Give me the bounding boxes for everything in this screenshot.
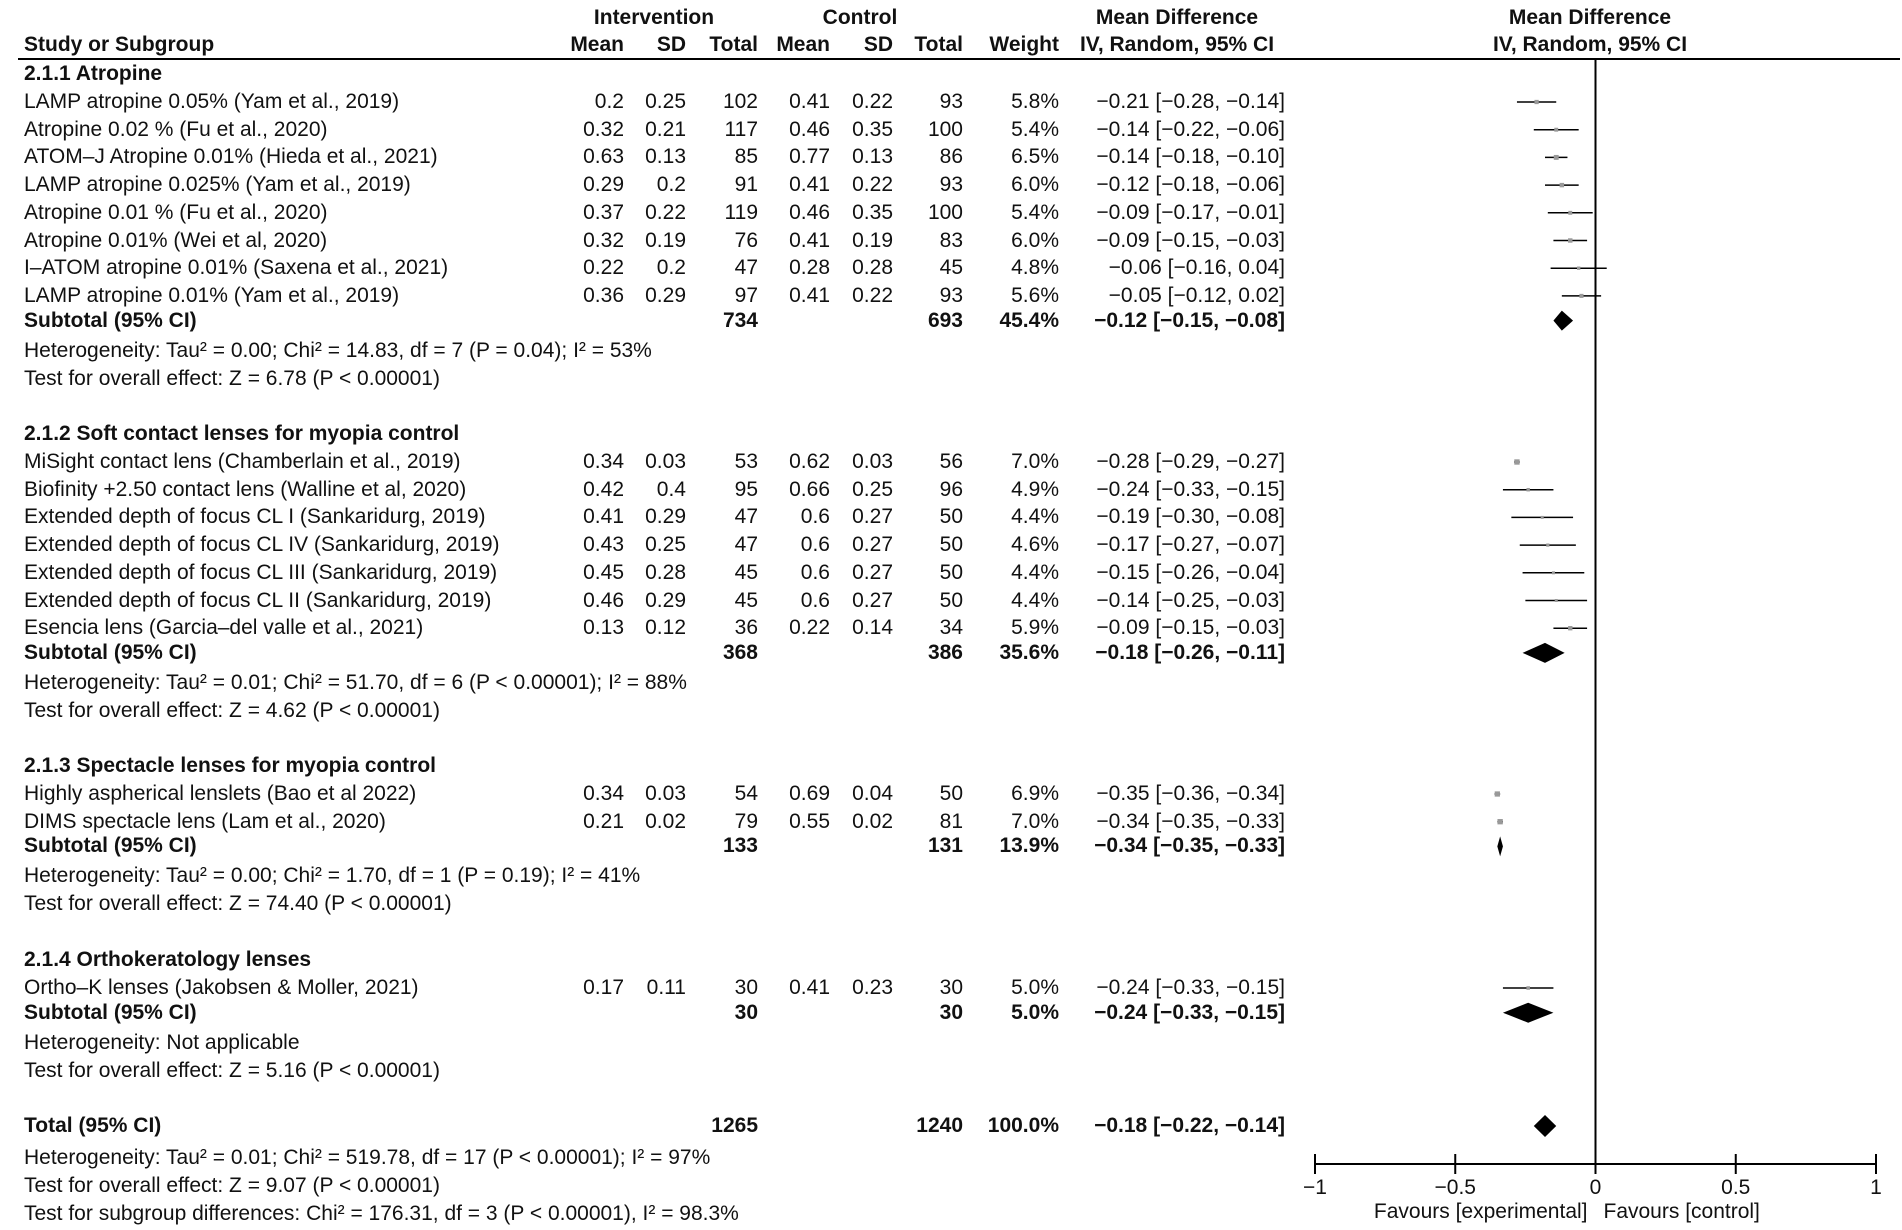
study-w: 5.8% xyxy=(1011,90,1059,113)
study-ct: 100 xyxy=(927,200,963,224)
study-ct: 50 xyxy=(939,588,963,612)
effect-marker-17 xyxy=(1526,986,1530,990)
header-weight: Weight xyxy=(989,33,1059,56)
study-w: 7.0% xyxy=(1011,809,1059,833)
study-im: 0.21 xyxy=(583,809,624,833)
study-name: Ortho–K lenses (Jakobsen & Moller, 2021) xyxy=(24,976,419,999)
study-ci: −0.35 [−0.36, −0.34] xyxy=(1096,782,1285,805)
subtotal-w: 5.0% xyxy=(1011,1000,1059,1024)
study-w: 5.4% xyxy=(1011,117,1059,141)
study-w: 4.4% xyxy=(1011,560,1059,584)
study-isd: 0.25 xyxy=(645,533,686,557)
study-it: 47 xyxy=(734,256,758,280)
study-im: 0.13 xyxy=(583,616,624,640)
study-name: ATOM–J Atropine 0.01% (Hieda et al., 2021) xyxy=(24,145,438,169)
heterogeneity-text: Heterogeneity: Tau² = 0.00; Chi² = 1.70, df = 1 (P = 0.19); I² = 41% xyxy=(24,864,641,888)
subtotal-ct: 386 xyxy=(927,640,963,664)
study-csd: 0.25 xyxy=(852,477,893,501)
effect-marker-11 xyxy=(1546,544,1549,547)
study-cm: 0.46 xyxy=(789,200,830,224)
study-ct: 45 xyxy=(939,256,963,280)
study-cm: 0.41 xyxy=(789,976,830,999)
study-it: 117 xyxy=(724,117,758,141)
subtotal-it: 734 xyxy=(722,308,758,332)
effect-marker-16 xyxy=(1497,819,1502,824)
study-im: 0.34 xyxy=(583,782,624,805)
study-it: 85 xyxy=(734,145,758,169)
subgroup-title: 2.1.2 Soft contact lenses for myopia control xyxy=(24,422,460,445)
header-plot-ci: IV, Random, 95% CI xyxy=(1492,33,1688,56)
study-csd: 0.22 xyxy=(852,90,893,113)
header-intervention: Intervention xyxy=(593,6,715,29)
study-im: 0.41 xyxy=(583,505,624,529)
overall-effect-text: Test for overall effect: Z = 5.16 (P < 0.00001) xyxy=(24,1058,440,1082)
effect-marker-10 xyxy=(1541,516,1544,519)
header-plot-mean-difference: Mean Difference xyxy=(1508,6,1672,29)
study-isd: 0.11 xyxy=(646,976,686,999)
study-name: Atropine 0.02 % (Fu et al., 2020) xyxy=(24,117,328,141)
effect-marker-3 xyxy=(1560,183,1564,187)
study-isd: 0.03 xyxy=(645,450,686,473)
study-ci: −0.19 [−0.30, −0.08] xyxy=(1096,505,1285,529)
study-ct: 30 xyxy=(939,976,963,999)
subtotal-diamond-2 xyxy=(1497,836,1503,856)
study-name: DIMS spectacle lens (Lam et al., 2020) xyxy=(24,809,386,833)
study-isd: 0.29 xyxy=(645,505,686,529)
study-name: Atropine 0.01% (Wei et al, 2020) xyxy=(24,228,328,252)
effect-marker-0 xyxy=(1534,100,1538,104)
effect-marker-1 xyxy=(1554,128,1558,132)
study-im: 0.17 xyxy=(583,976,624,999)
study-name: Atropine 0.01 % (Fu et al., 2020) xyxy=(24,200,328,224)
study-isd: 0.29 xyxy=(645,588,686,612)
study-name: LAMP atropine 0.025% (Yam et al., 2019) xyxy=(24,173,411,197)
effect-marker-4 xyxy=(1568,211,1572,215)
study-ci: −0.28 [−0.29, −0.27] xyxy=(1096,450,1285,473)
effect-marker-13 xyxy=(1555,599,1558,602)
overall-effect-text: Test for overall effect: Z = 74.40 (P < 0.00001) xyxy=(24,892,452,916)
study-ct: 83 xyxy=(939,228,963,252)
header-study: Study or Subgroup xyxy=(24,33,215,56)
study-cm: 0.41 xyxy=(789,90,830,113)
study-it: 119 xyxy=(724,200,758,224)
study-cm: 0.55 xyxy=(789,809,830,833)
study-cm: 0.6 xyxy=(800,505,830,529)
study-csd: 0.27 xyxy=(852,505,893,529)
header-ct: Total xyxy=(914,33,963,56)
study-ct: 93 xyxy=(939,90,963,113)
study-ci: −0.09 [−0.15, −0.03] xyxy=(1096,228,1285,252)
study-w: 4.8% xyxy=(1011,256,1059,280)
study-w: 7.0% xyxy=(1011,450,1059,473)
study-isd: 0.02 xyxy=(645,809,686,833)
study-ci: −0.12 [−0.18, −0.06] xyxy=(1096,173,1285,197)
study-name: Highly aspherical lenslets (Bao et al 2022) xyxy=(24,782,417,805)
study-w: 6.0% xyxy=(1011,228,1059,252)
study-name: Extended depth of focus CL I (Sankaridurg, 2019) xyxy=(24,505,486,529)
total-heterogeneity: Heterogeneity: Tau² = 0.01; Chi² = 519.78, df = 17 (P < 0.00001); I² = 97% xyxy=(24,1146,711,1169)
header-csd: SD xyxy=(863,33,893,56)
study-it: 45 xyxy=(734,588,758,612)
subtotal-label: Subtotal (95% CI) xyxy=(24,1000,197,1024)
subgroup-title: 2.1.3 Spectacle lenses for myopia control xyxy=(24,754,436,777)
study-w: 5.0% xyxy=(1011,976,1059,999)
study-it: 91 xyxy=(734,173,758,197)
study-it: 36 xyxy=(734,616,758,640)
study-ct: 50 xyxy=(939,782,963,805)
effect-marker-6 xyxy=(1577,267,1580,270)
study-ci: −0.15 [−0.26, −0.04] xyxy=(1096,560,1285,584)
total-diamond xyxy=(1534,1115,1556,1137)
subtotal-it: 133 xyxy=(722,834,758,858)
effect-marker-8 xyxy=(1514,459,1519,464)
subtotal-it: 368 xyxy=(722,640,758,664)
study-ci: −0.05 [−0.12, 0.02] xyxy=(1108,283,1285,307)
study-csd: 0.02 xyxy=(852,809,893,833)
study-im: 0.45 xyxy=(583,560,624,584)
study-ci: −0.21 [−0.28, −0.14] xyxy=(1096,90,1285,113)
study-cm: 0.28 xyxy=(789,256,830,280)
study-it: 47 xyxy=(734,505,758,529)
study-isd: 0.2 xyxy=(656,173,686,197)
header-it: Total xyxy=(709,33,758,56)
study-im: 0.36 xyxy=(583,283,624,307)
study-ci: −0.09 [−0.17, −0.01] xyxy=(1096,200,1285,224)
study-isd: 0.13 xyxy=(645,145,686,169)
study-ct: 56 xyxy=(939,450,963,473)
header-ci: IV, Random, 95% CI xyxy=(1079,33,1275,56)
study-isd: 0.19 xyxy=(645,228,686,252)
subtotal-ci: −0.18 [−0.26, −0.11] xyxy=(1095,640,1285,664)
study-im: 0.2 xyxy=(594,90,624,113)
study-im: 0.34 xyxy=(583,450,624,473)
study-w: 5.9% xyxy=(1011,616,1059,640)
subgroup-title: 2.1.4 Orthokeratology lenses xyxy=(24,948,312,971)
study-csd: 0.03 xyxy=(852,450,893,473)
study-csd: 0.27 xyxy=(852,560,893,584)
study-it: 102 xyxy=(722,90,758,113)
x-tick-label-1: −0.5 xyxy=(1434,1176,1476,1199)
study-csd: 0.19 xyxy=(852,228,893,252)
study-ct: 93 xyxy=(939,173,963,197)
x-tick-label-4: 1 xyxy=(1870,1176,1882,1199)
header-im: Mean xyxy=(570,33,624,56)
subtotal-it: 30 xyxy=(734,1000,758,1024)
x-tick-label-3: 0.5 xyxy=(1721,1176,1751,1199)
study-csd: 0.35 xyxy=(852,200,893,224)
study-name: LAMP atropine 0.05% (Yam et al., 2019) xyxy=(24,90,400,113)
total-ci: −0.18 [−0.22, −0.14] xyxy=(1094,1114,1285,1137)
study-name: Esencia lens (Garcia–del valle et al., 2021) xyxy=(24,616,424,640)
study-name: Extended depth of focus CL IV (Sankaridurg, 2019) xyxy=(24,533,500,557)
total-overall-effect: Test for overall effect: Z = 9.07 (P < 0.00001) xyxy=(24,1174,440,1197)
study-im: 0.63 xyxy=(583,145,624,169)
study-cm: 0.77 xyxy=(789,145,830,169)
effect-marker-9 xyxy=(1526,488,1529,491)
x-tick-label-0: −1 xyxy=(1303,1176,1327,1199)
study-it: 76 xyxy=(734,228,758,252)
study-it: 54 xyxy=(734,782,758,805)
effect-marker-2 xyxy=(1554,155,1559,160)
study-name: Extended depth of focus CL II (Sankaridurg, 2019) xyxy=(24,588,492,612)
study-it: 47 xyxy=(734,533,758,557)
overall-effect-text: Test for overall effect: Z = 6.78 (P < 0.00001) xyxy=(24,366,440,390)
study-cm: 0.66 xyxy=(789,477,830,501)
study-name: Biofinity +2.50 contact lens (Walline et al, 2020) xyxy=(24,477,467,501)
study-im: 0.42 xyxy=(583,477,624,501)
study-im: 0.32 xyxy=(583,228,624,252)
study-isd: 0.12 xyxy=(645,616,686,640)
study-csd: 0.14 xyxy=(852,616,893,640)
study-it: 79 xyxy=(734,809,758,833)
x-tick-label-2: 0 xyxy=(1589,1176,1602,1199)
total-it: 1265 xyxy=(711,1114,758,1137)
study-im: 0.32 xyxy=(583,117,624,141)
study-ct: 34 xyxy=(939,616,963,640)
subtotal-label: Subtotal (95% CI) xyxy=(24,640,197,664)
study-it: 45 xyxy=(734,560,758,584)
study-isd: 0.29 xyxy=(645,283,686,307)
study-isd: 0.21 xyxy=(645,117,686,141)
study-cm: 0.41 xyxy=(789,283,830,307)
study-isd: 0.28 xyxy=(645,560,686,584)
study-it: 53 xyxy=(734,450,758,473)
overall-effect-text: Test for overall effect: Z = 4.62 (P < 0.00001) xyxy=(24,698,440,722)
study-ci: −0.24 [−0.33, −0.15] xyxy=(1096,976,1285,999)
study-isd: 0.25 xyxy=(645,90,686,113)
study-w: 6.9% xyxy=(1011,782,1059,805)
subtotal-ci: −0.34 [−0.35, −0.33] xyxy=(1094,834,1285,858)
header-rule xyxy=(18,58,1900,60)
study-cm: 0.6 xyxy=(800,533,830,557)
study-csd: 0.27 xyxy=(852,588,893,612)
study-ci: −0.14 [−0.18, −0.10] xyxy=(1096,145,1285,169)
study-name: MiSight contact lens (Chamberlain et al., 2019) xyxy=(24,450,461,473)
study-ct: 81 xyxy=(939,809,963,833)
study-isd: 0.03 xyxy=(645,782,686,805)
subtotal-ct: 30 xyxy=(939,1000,963,1024)
heterogeneity-text: Heterogeneity: Tau² = 0.00; Chi² = 14.83, df = 7 (P = 0.04); I² = 53% xyxy=(24,338,652,362)
effect-marker-12 xyxy=(1552,571,1555,574)
study-ct: 93 xyxy=(939,283,963,307)
study-isd: 0.4 xyxy=(656,477,686,501)
study-isd: 0.2 xyxy=(656,256,686,280)
study-ci: −0.14 [−0.25, −0.03] xyxy=(1096,588,1285,612)
study-cm: 0.41 xyxy=(789,173,830,197)
effect-marker-15 xyxy=(1495,791,1500,796)
study-csd: 0.22 xyxy=(852,283,893,307)
subtotal-w: 45.4% xyxy=(999,308,1059,332)
subtotal-ct: 131 xyxy=(927,834,963,858)
study-im: 0.22 xyxy=(583,256,624,280)
study-w: 4.4% xyxy=(1011,588,1059,612)
study-csd: 0.27 xyxy=(852,533,893,557)
effect-marker-14 xyxy=(1568,626,1572,630)
study-ct: 50 xyxy=(939,533,963,557)
study-name: LAMP atropine 0.01% (Yam et al., 2019) xyxy=(24,283,400,307)
heterogeneity-text: Heterogeneity: Tau² = 0.01; Chi² = 51.70, df = 6 (P < 0.00001); I² = 88% xyxy=(24,670,687,694)
subtotal-ct: 693 xyxy=(927,308,963,332)
subtotal-diamond-3 xyxy=(1503,1003,1553,1023)
header-control: Control xyxy=(822,6,898,29)
study-csd: 0.22 xyxy=(852,173,893,197)
study-ct: 100 xyxy=(927,117,963,141)
subtotal-w: 35.6% xyxy=(999,640,1059,664)
study-w: 6.5% xyxy=(1011,145,1059,169)
effect-marker-5 xyxy=(1568,238,1572,242)
effect-marker-7 xyxy=(1579,294,1583,298)
study-w: 6.0% xyxy=(1011,173,1059,197)
study-csd: 0.28 xyxy=(852,256,893,280)
header-cm: Mean xyxy=(776,33,830,56)
study-im: 0.37 xyxy=(583,200,624,224)
subtotal-w: 13.9% xyxy=(999,834,1059,858)
study-ci: −0.24 [−0.33, −0.15] xyxy=(1096,477,1285,501)
study-csd: 0.35 xyxy=(852,117,893,141)
total-w: 100.0% xyxy=(987,1114,1059,1137)
study-ct: 86 xyxy=(939,145,963,169)
study-ci: −0.14 [−0.22, −0.06] xyxy=(1096,117,1285,141)
study-w: 4.4% xyxy=(1011,505,1059,529)
study-isd: 0.22 xyxy=(645,200,686,224)
study-ci: −0.09 [−0.15, −0.03] xyxy=(1096,616,1285,640)
study-ci: −0.34 [−0.35, −0.33] xyxy=(1096,809,1285,833)
study-csd: 0.23 xyxy=(852,976,893,999)
subtotal-diamond-1 xyxy=(1523,643,1565,663)
study-it: 30 xyxy=(734,976,758,999)
study-w: 5.4% xyxy=(1011,200,1059,224)
subtotal-label: Subtotal (95% CI) xyxy=(24,308,197,332)
total-label: Total (95% CI) xyxy=(24,1114,162,1137)
favours-experimental-label: Favours [experimental] xyxy=(1373,1200,1588,1223)
study-w: 4.6% xyxy=(1011,533,1059,557)
total-ct: 1240 xyxy=(916,1114,963,1137)
study-ct: 50 xyxy=(939,560,963,584)
study-cm: 0.6 xyxy=(800,588,830,612)
study-cm: 0.22 xyxy=(789,616,830,640)
study-cm: 0.6 xyxy=(800,560,830,584)
header-isd: SD xyxy=(656,33,686,56)
subgroup-title: 2.1.1 Atropine xyxy=(24,62,163,85)
study-cm: 0.41 xyxy=(789,228,830,252)
study-im: 0.46 xyxy=(583,588,624,612)
study-cm: 0.69 xyxy=(789,782,830,805)
study-name: I–ATOM atropine 0.01% (Saxena et al., 2021) xyxy=(24,256,449,280)
study-it: 95 xyxy=(734,477,758,501)
study-w: 5.6% xyxy=(1011,283,1059,307)
study-w: 4.9% xyxy=(1011,477,1059,501)
study-name: Extended depth of focus CL III (Sankaridurg, 2019) xyxy=(24,560,498,584)
header-mean-difference: Mean Difference xyxy=(1095,6,1259,29)
study-cm: 0.62 xyxy=(789,450,830,473)
study-ci: −0.17 [−0.27, −0.07] xyxy=(1096,533,1285,557)
favours-control-label: Favours [control] xyxy=(1603,1200,1760,1223)
subtotal-label: Subtotal (95% CI) xyxy=(24,834,197,858)
study-csd: 0.13 xyxy=(852,145,893,169)
heterogeneity-text: Heterogeneity: Not applicable xyxy=(24,1030,300,1054)
study-ct: 96 xyxy=(939,477,963,501)
study-it: 97 xyxy=(734,283,758,307)
study-csd: 0.04 xyxy=(852,782,893,805)
subtotal-ci: −0.24 [−0.33, −0.15] xyxy=(1094,1000,1285,1024)
subtotal-diamond-0 xyxy=(1553,311,1573,331)
study-im: 0.43 xyxy=(583,533,624,557)
subtotal-ci: −0.12 [−0.15, −0.08] xyxy=(1094,308,1285,332)
study-cm: 0.46 xyxy=(789,117,830,141)
study-ci: −0.06 [−0.16, 0.04] xyxy=(1108,256,1285,280)
study-ct: 50 xyxy=(939,505,963,529)
total-subgroup-differences: Test for subgroup differences: Chi² = 176.31, df = 3 (P < 0.00001), I² = 98.3% xyxy=(24,1202,739,1225)
study-im: 0.29 xyxy=(583,173,624,197)
